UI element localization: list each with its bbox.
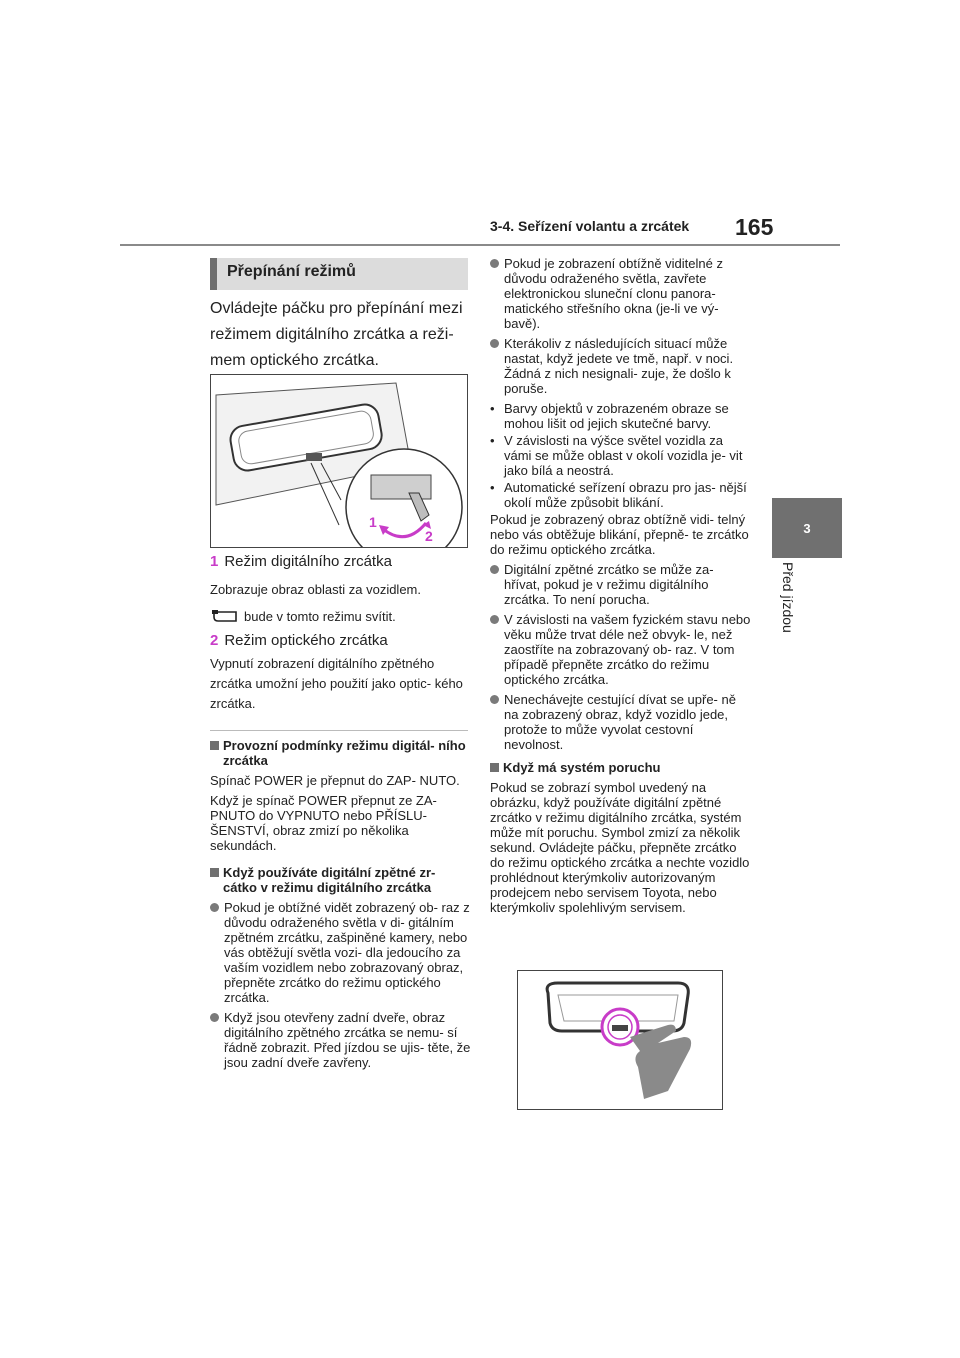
indicator-line: [210, 608, 396, 624]
note-item: Digitální zpětné zrcátko se může za- hřívat, pokud je v režimu digitálního zrcátka. To není porucha.: [490, 562, 752, 607]
header-section-title: 3-4. Seřízení volantu a zrcátek: [490, 218, 690, 234]
note-paragraph: Když je spínač POWER přepnut ze ZA- PNUTO do VYPNUTO nebo PŘÍSLU- ŠENSTVÍ, obraz zmizí po několika sekundách.: [210, 793, 437, 853]
mode-2-description: Vypnutí zobrazení digitálního zpětného zrcátka umožní jeho použití jako optic- kého zrcátka.: [210, 656, 463, 711]
note-item: Pokud je zobrazení obtížně viditelné z důvodu odraženého světla, zavřete elektronickou sluneční clonu panora- matického střešního okna (je-li ve vý- bavě).: [490, 256, 752, 331]
dot-bullet-icon: [490, 339, 499, 348]
dot-bullet-icon: [490, 695, 499, 704]
mode-1-heading: [210, 553, 392, 570]
right-column-notes: [490, 256, 752, 920]
chapter-tab: 3: [772, 498, 842, 558]
bullet-item: • Barvy objektů v zobrazeném obraze se mohou lišit od jejich skutečné barvy.: [490, 401, 729, 431]
section-heading: Přepínání režimů: [210, 258, 468, 290]
mode-2-number: 2: [210, 632, 219, 649]
note-paragraph: Spínač POWER je přepnut do ZAP- NUTO.: [210, 773, 460, 788]
chapter-tab-label: [772, 562, 812, 662]
dot-bullet-icon: [490, 259, 499, 268]
note-item: Pokud je obtížné vidět zobrazený ob- raz z důvodu odraženého světla v di- gitálním zpětném zrcátku, zašpiněné kamery, nebo vás obtěžují světla vozi- dla jedoucího za vaším vozidlem nebo zobrazovaný obraz, přepněte zrcátko do režimu optického zrcátka.: [210, 900, 472, 1005]
note-item: Kterákoliv z následujících situací může nastat, když jedete ve tmě, např. v noci. Žádná z nich nesignali- zuje, že došlo k poruše.: [490, 336, 752, 396]
note-item: Nenechávejte cestující dívat se upře- ně na zobrazený obraz, když vozidlo jede, protože to může vyvolat cestovní nevolnost.: [490, 692, 752, 752]
square-bullet-icon: [210, 741, 219, 750]
mode-1-number: 1: [210, 553, 219, 570]
note-item: V závislosti na vašem fyzickém stavu nebo věku může trvat déle než obvyk- le, než zaostříte na zobrazovaný ob- raz. V tom případě přepněte zrcátko do režimu optického zrcátka.: [490, 612, 752, 687]
square-bullet-icon: [490, 763, 499, 772]
page-number: 165: [735, 214, 774, 240]
bullet-item: • V závislosti na výšce světel vozidla za vámi se může oblast v okolí vozidla je- vit jako bílá a neostrá.: [490, 433, 743, 478]
note-heading-digital-use: Když používáte digitální zpětné zr- cátko v režimu digitálního zrcátka: [210, 865, 472, 895]
note-paragraph: Pokud se zobrazí symbol uvedený na obrázku, když používáte digitální zpětné zrcátko v režimu digitálního zrcátka, systém může mít poruchu. Symbol zmizí za několik sekund. Ovládejte páčku, přepněte zrcátko do režimu optického zrcátka a nechte vozidlo prohlédnout kterýmkoliv autorizovaným prodejcem nebo servisem Toyota, nebo kterýmkoliv spolehlivým servisem.: [490, 780, 750, 915]
divider: [210, 730, 468, 731]
dot-bullet-icon: [490, 615, 499, 624]
mode-2-title: Režim optického zrcátka: [224, 632, 388, 649]
figure-label-1: 1: [369, 514, 377, 530]
note-heading-malfunction: Když má systém poruchu: [490, 760, 752, 775]
chapter-label-text: Před jízdou: [780, 562, 796, 633]
mirror-finger-drawing: [518, 971, 722, 1109]
mirror-malfunction-illustration: [517, 970, 723, 1110]
mode-2-heading: [210, 632, 388, 649]
note-item: Když jsou otevřeny zadní dveře, obraz digitálního zpětného zrcátka se nemu- sí řádně zobrazit. Před jízdou se ujis- těte, že jsou zadní dveře zavřeny.: [210, 1010, 472, 1070]
dot-bullet-icon: [210, 903, 219, 912]
square-bullet-icon: [210, 868, 219, 877]
indicator-text: bude v tomto režimu svítit.: [244, 608, 396, 624]
bullet-item: • Automatické seřízení obrazu pro jas- nější okolí může způsobit blikání.: [490, 480, 747, 510]
intro-paragraph: Ovládejte páčku pro přepínání mezi režimem digitálního zrcátka a reži- mem optického zrcátka.: [210, 300, 463, 369]
mode-1-description: Zobrazuje obraz oblasti za vozidlem.: [210, 582, 421, 597]
mirror-lever-illustration: [210, 374, 468, 548]
mirror-indicator-icon: [210, 608, 238, 624]
dot-bullet-icon: [210, 1013, 219, 1022]
note-paragraph: Pokud je zobrazený obraz obtížně vidi- telný nebo vás obtěžuje blikání, přepně- te zrcátko do režimu optického zrcátka.: [490, 512, 749, 557]
figure-label-2: 2: [425, 528, 433, 544]
left-column-notes: [210, 738, 472, 1075]
mode-1-title: Režim digitálního zrcátka: [224, 553, 392, 570]
note-heading-operating-conditions: Provozní podmínky režimu digitál- ního zrcátka: [210, 738, 472, 768]
header-divider: [120, 244, 840, 246]
mirror-lever-drawing: [211, 375, 467, 547]
dot-bullet-icon: [490, 565, 499, 574]
